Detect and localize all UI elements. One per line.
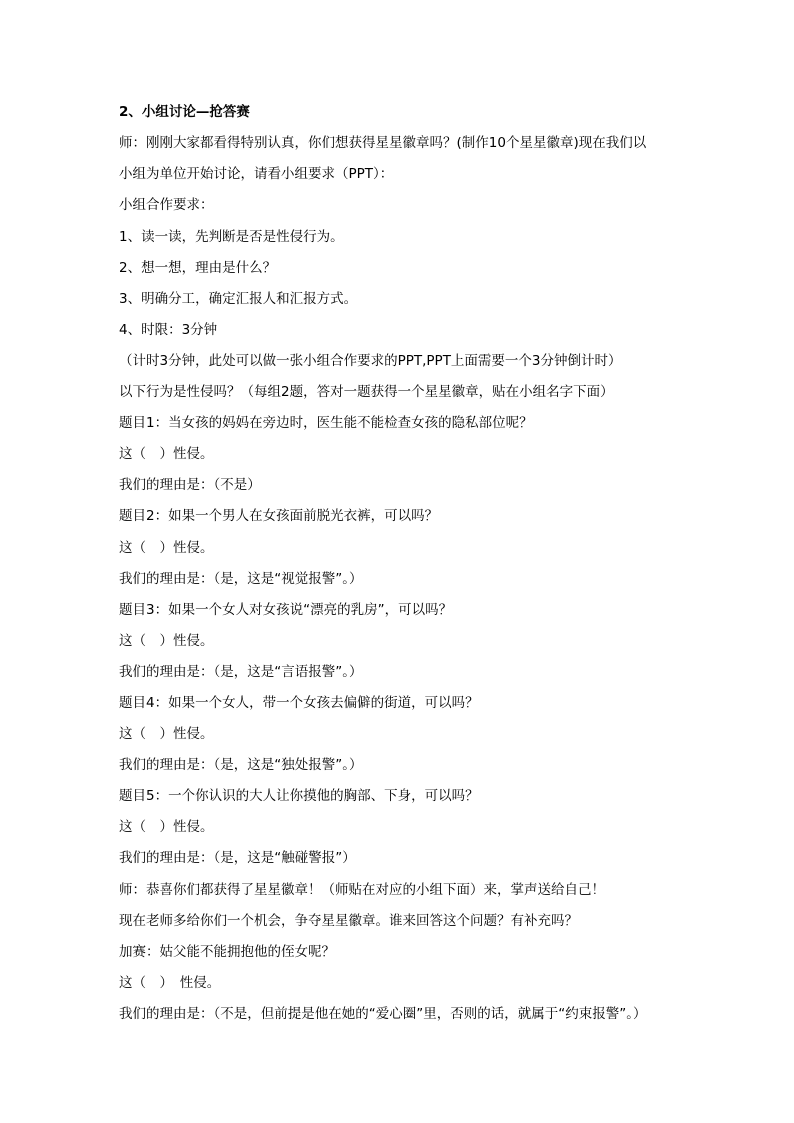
paragraph-line: 师：刚刚大家都看得特别认真，你们想获得星星徽章吗？(制作10个星星徽章)现在我们以 <box>119 135 647 151</box>
paragraph-line: 现在老师多给你们一个机会，争夺星星徽章。谁来回答这个问题？有补充吗？ <box>119 913 578 929</box>
paragraph-line: 这（ ）性侵。 <box>119 726 214 742</box>
paragraph-line: 4、时限：3分钟 <box>119 322 218 338</box>
paragraph-line: 我们的理由是：（是，这是“言语报警”。） <box>119 664 363 680</box>
paragraph-line: 题目5：一个你认识的大人让你摸他的胸部、下身，可以吗？ <box>119 788 479 804</box>
paragraph-line: 加赛：姑父能不能拥抱他的侄女呢？ <box>119 944 335 960</box>
paragraph-line: 师：恭喜你们都获得了星星徽章！（师贴在对应的小组下面）来，掌声送给自己！ <box>119 882 605 898</box>
paragraph-line: 小组为单位开始讨论，请看小组要求（PPT）： <box>119 166 394 182</box>
section-heading: 2、小组讨论—抢答赛 <box>119 104 250 120</box>
paragraph-line: 这（ ） 性侵。 <box>119 975 221 991</box>
paragraph-line: 题目2：如果一个男人在女孩面前脱光衣裤，可以吗？ <box>119 508 439 524</box>
paragraph-line: 这（ ）性侵。 <box>119 446 214 462</box>
paragraph-line: 题目4：如果一个女人，带一个女孩去偏僻的街道，可以吗？ <box>119 695 479 711</box>
paragraph-line: 我们的理由是：（不是） <box>119 477 261 493</box>
paragraph-line: 我们的理由是：（不是，但前提是他在她的“爱心圈”里，否则的话，就属于“约束报警”。） <box>119 1006 647 1022</box>
paragraph-line: 这（ ）性侵。 <box>119 540 214 556</box>
paragraph-line: 题目3：如果一个女人对女孩说“漂亮的乳房”，可以吗？ <box>119 602 453 618</box>
paragraph-line: 我们的理由是：（是，这是“触碰警报”） <box>119 850 356 866</box>
paragraph-line: 3、明确分工，确定汇报人和汇报方式。 <box>119 291 358 307</box>
paragraph-line: 1、读一读，先判断是否是性侵行为。 <box>119 229 344 245</box>
paragraph-line: 题目1：当女孩的妈妈在旁边时，医生能不能检查女孩的隐私部位呢？ <box>119 415 533 431</box>
paragraph-line: 2、想一想，理由是什么？ <box>119 260 277 276</box>
paragraph-line: 以下行为是性侵吗？（每组2题，答对一题获得一个星星徽章，贴在小组名字下面） <box>119 384 614 400</box>
paragraph-line: （计时3分钟，此处可以做一张小组合作要求的PPT,PPT上面需要一个3分钟倒计时） <box>119 353 622 369</box>
paragraph-line: 这（ ）性侵。 <box>119 633 214 649</box>
paragraph-line: 我们的理由是：（是，这是“独处报警”。） <box>119 757 363 773</box>
paragraph-line: 小组合作要求： <box>119 197 214 213</box>
paragraph-line: 我们的理由是：（是，这是“视觉报警”。） <box>119 571 363 587</box>
paragraph-line: 这（ ）性侵。 <box>119 819 214 835</box>
